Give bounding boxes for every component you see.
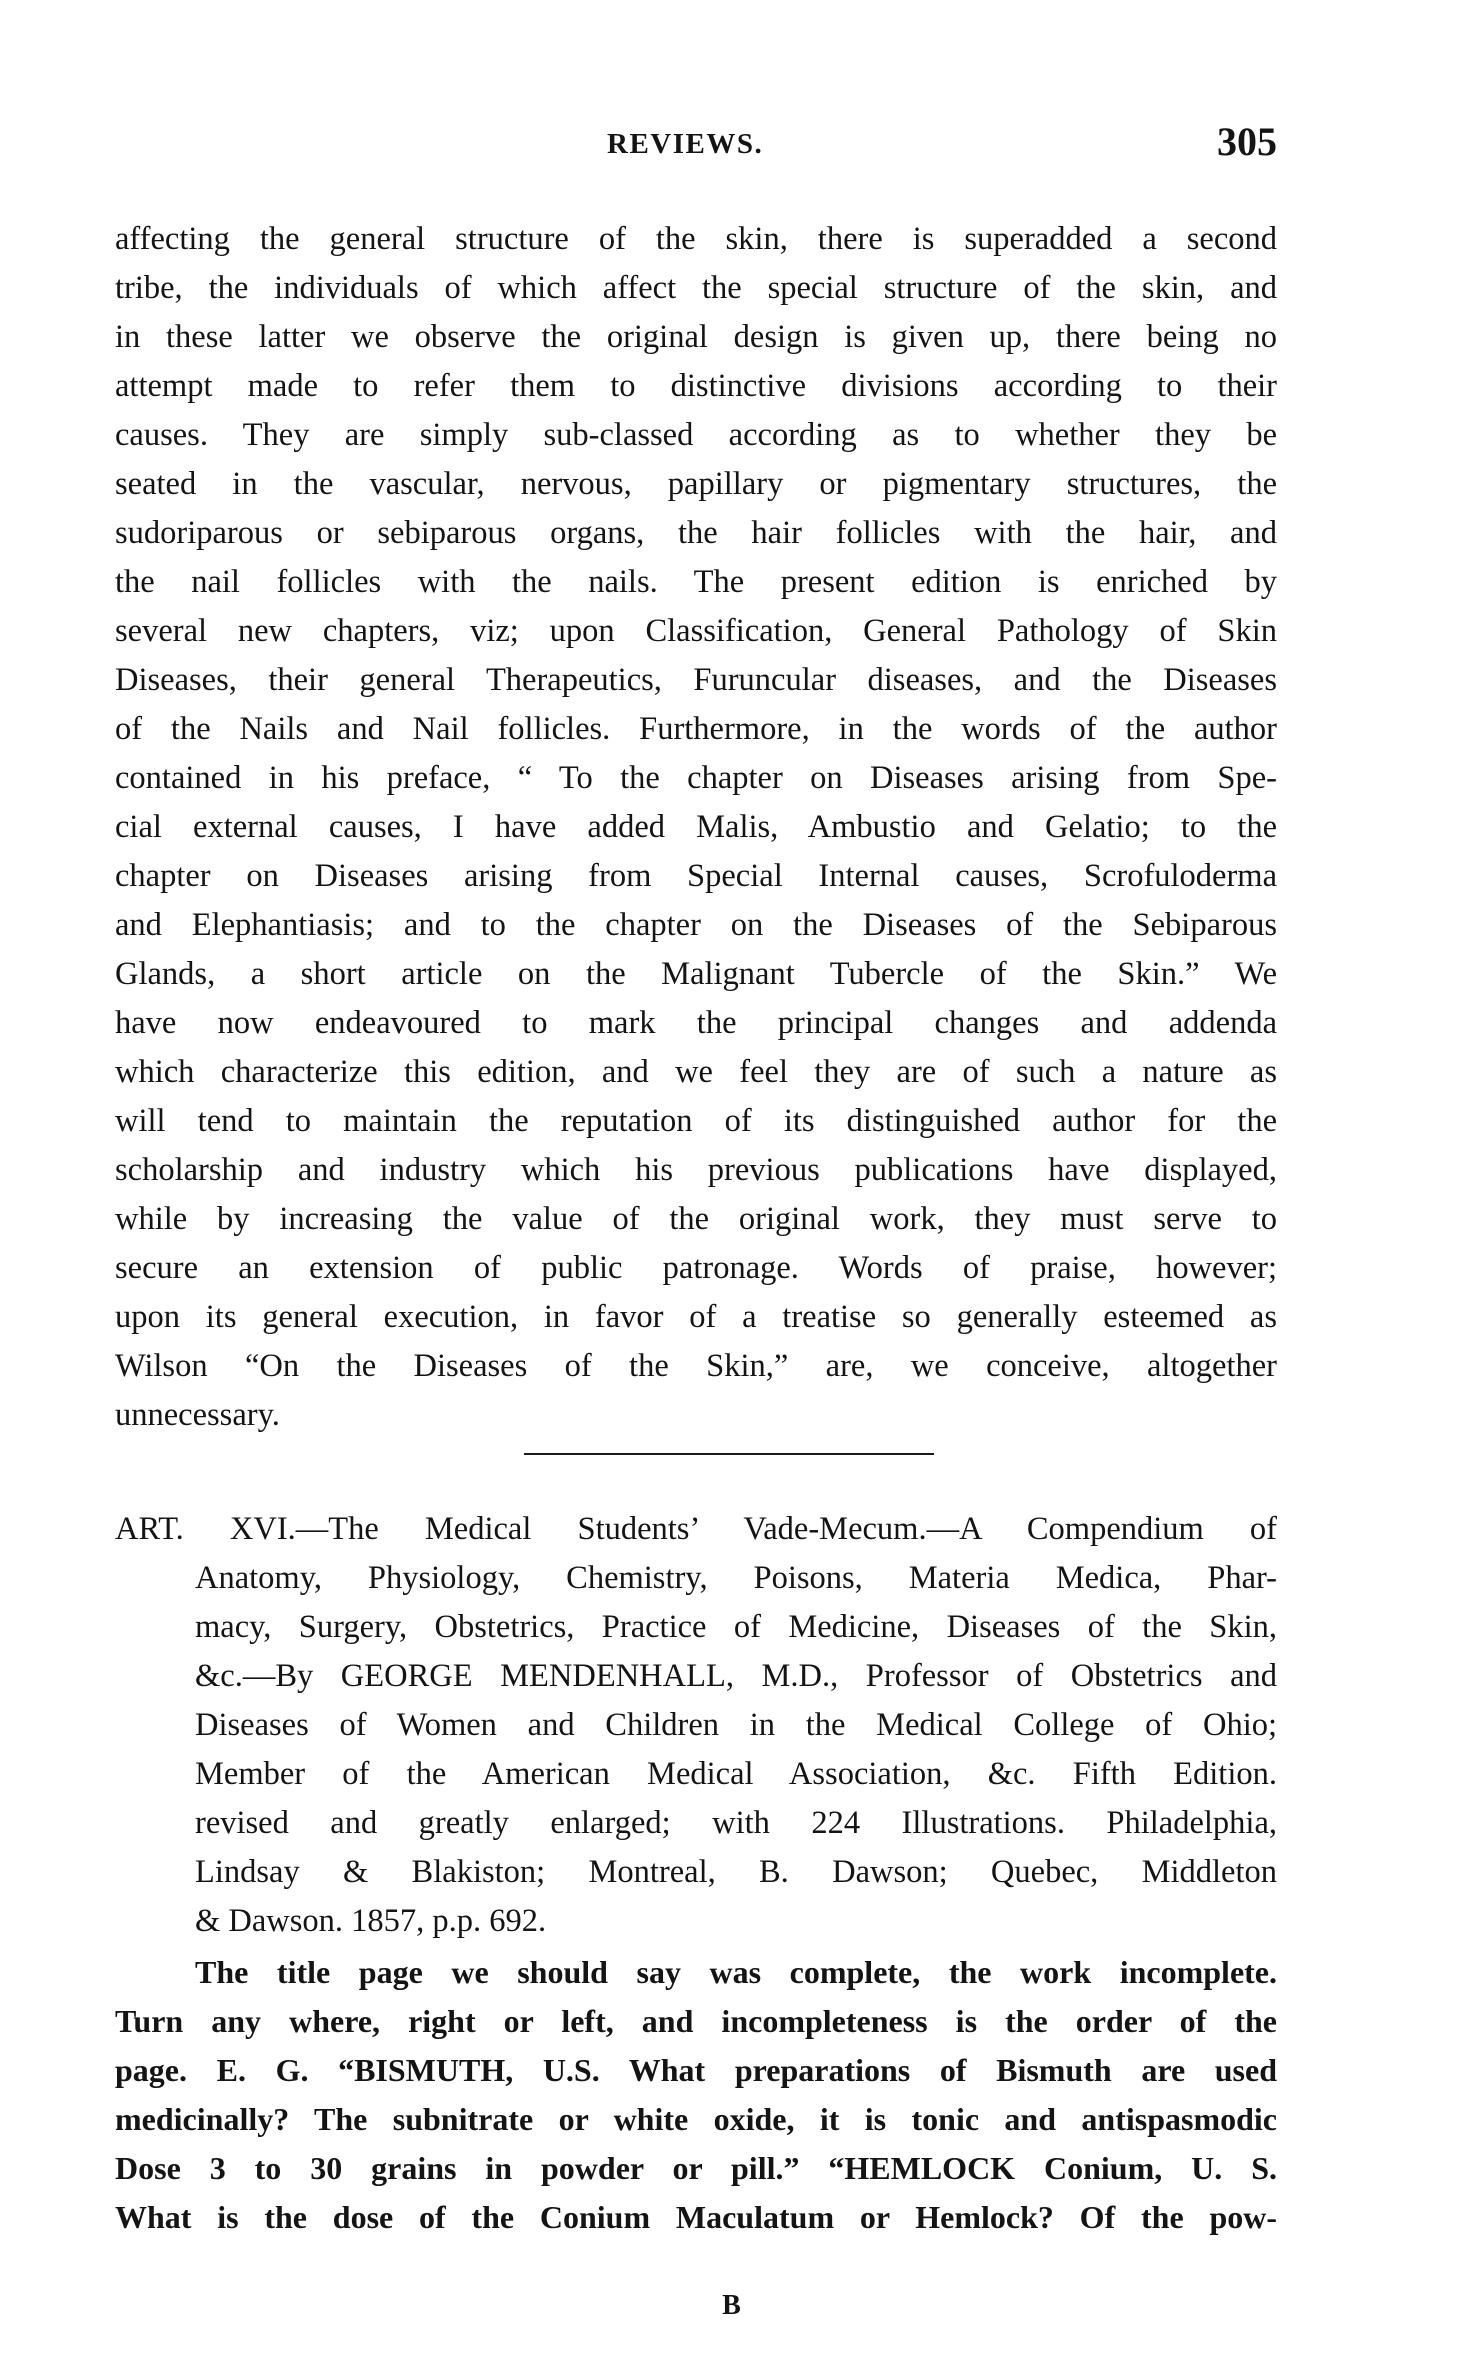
text-line: tribe, the individuals of which affect the special structure of the skin, and: [115, 270, 1277, 306]
text-line: causes. They are simply sub-classed according as to whether they be: [115, 417, 1277, 453]
article-title-line: Member of the American Medical Association, &c. Fifth Edition.: [195, 1756, 1277, 1792]
section-divider-rule: [524, 1453, 934, 1455]
text-line: The title page we should say was complete, the work incomplete.: [195, 1954, 1277, 1990]
paragraph-continued-review: [115, 215, 1277, 1440]
text-line: unnecessary.: [115, 1397, 280, 1433]
article-title-line: Diseases of Women and Children in the Medical College of Ohio;: [195, 1707, 1277, 1743]
article-title-line: Anatomy, Physiology, Chemistry, Poisons, Materia Medica, Phar-: [195, 1560, 1277, 1596]
text-line: cial external causes, I have added Malis, Ambustio and Gelatio; to the: [115, 809, 1277, 845]
text-line: will tend to maintain the reputation of its distinguished author for the: [115, 1103, 1277, 1139]
text-line: seated in the vascular, nervous, papillary or pigmentary structures, the: [115, 466, 1277, 502]
text-line: chapter on Diseases arising from Special Internal causes, Scrofuloderma: [115, 858, 1277, 894]
text-line: page. E. G. “BISMUTH, U.S. What preparations of Bismuth are used: [115, 2052, 1277, 2088]
text-line: sudoriparous or sebiparous organs, the hair follicles with the hair, and: [115, 515, 1277, 551]
article-title-line: Lindsay & Blakiston; Montreal, B. Dawson; Quebec, Middleton: [195, 1854, 1277, 1890]
text-line: and Elephantiasis; and to the chapter on the Diseases of the Sebiparous: [115, 907, 1277, 943]
text-line: attempt made to refer them to distinctive divisions according to their: [115, 368, 1277, 404]
text-line: secure an extension of public patronage. Words of praise, however;: [115, 1250, 1277, 1286]
text-line: Glands, a short article on the Malignant Tubercle of the Skin.” We: [115, 956, 1277, 992]
text-line: What is the dose of the Conium Maculatum or Hemlock? Of the pow-: [115, 2199, 1277, 2235]
article-title-line: revised and greatly enlarged; with 224 Illustrations. Philadelphia,: [195, 1805, 1277, 1841]
paragraph-review-body: [115, 1948, 1277, 2242]
text-line: while by increasing the value of the original work, they must serve to: [115, 1201, 1277, 1237]
text-line: of the Nails and Nail follicles. Furthermore, in the words of the author: [115, 711, 1277, 747]
page-number: 305: [1217, 119, 1277, 164]
text-line: have now endeavoured to mark the principal changes and addenda: [115, 1005, 1277, 1041]
text-line: contained in his preface, “ To the chapter on Diseases arising from Spe-: [115, 760, 1277, 796]
article-title-line: &c.—By GEORGE MENDENHALL, M.D., Professor of Obstetrics and: [195, 1658, 1277, 1694]
article-heading: [115, 1505, 1277, 1946]
text-line: Wilson “On the Diseases of the Skin,” are, we conceive, altogether: [115, 1348, 1277, 1384]
text-line: Diseases, their general Therapeutics, Furuncular diseases, and the Diseases: [115, 662, 1277, 698]
running-head: [117, 118, 1277, 168]
text-line: several new chapters, viz; upon Classification, General Pathology of Skin: [115, 613, 1277, 649]
running-head-title: REVIEWS.: [607, 128, 764, 160]
text-line: scholarship and industry which his previous publications have displayed,: [115, 1152, 1277, 1188]
article-title-line: & Dawson. 1857, p.p. 692.: [195, 1903, 547, 1939]
text-line: Turn any where, right or left, and incompleteness is the order of the: [115, 2003, 1277, 2039]
article-title-line: ART. XVI.—The Medical Students’ Vade-Mecum.—A Compendium of: [115, 1511, 1277, 1547]
text-line: affecting the general structure of the skin, there is superadded a second: [115, 221, 1277, 257]
text-line: which characterize this edition, and we feel they are of such a nature as: [115, 1054, 1277, 1090]
article-title-line: macy, Surgery, Obstetrics, Practice of Medicine, Diseases of the Skin,: [195, 1609, 1277, 1645]
text-line: Dose 3 to 30 grains in powder or pill.” “HEMLOCK Conium, U. S.: [115, 2150, 1277, 2186]
text-line: medicinally? The subnitrate or white oxide, it is tonic and antispasmodic: [115, 2101, 1277, 2137]
text-line: the nail follicles with the nails. The present edition is enriched by: [115, 564, 1277, 600]
text-line: in these latter we observe the original design is given up, there being no: [115, 319, 1277, 355]
text-line: upon its general execution, in favor of a treatise so generally esteemed as: [115, 1299, 1277, 1335]
signature-mark: B: [722, 2290, 742, 2321]
